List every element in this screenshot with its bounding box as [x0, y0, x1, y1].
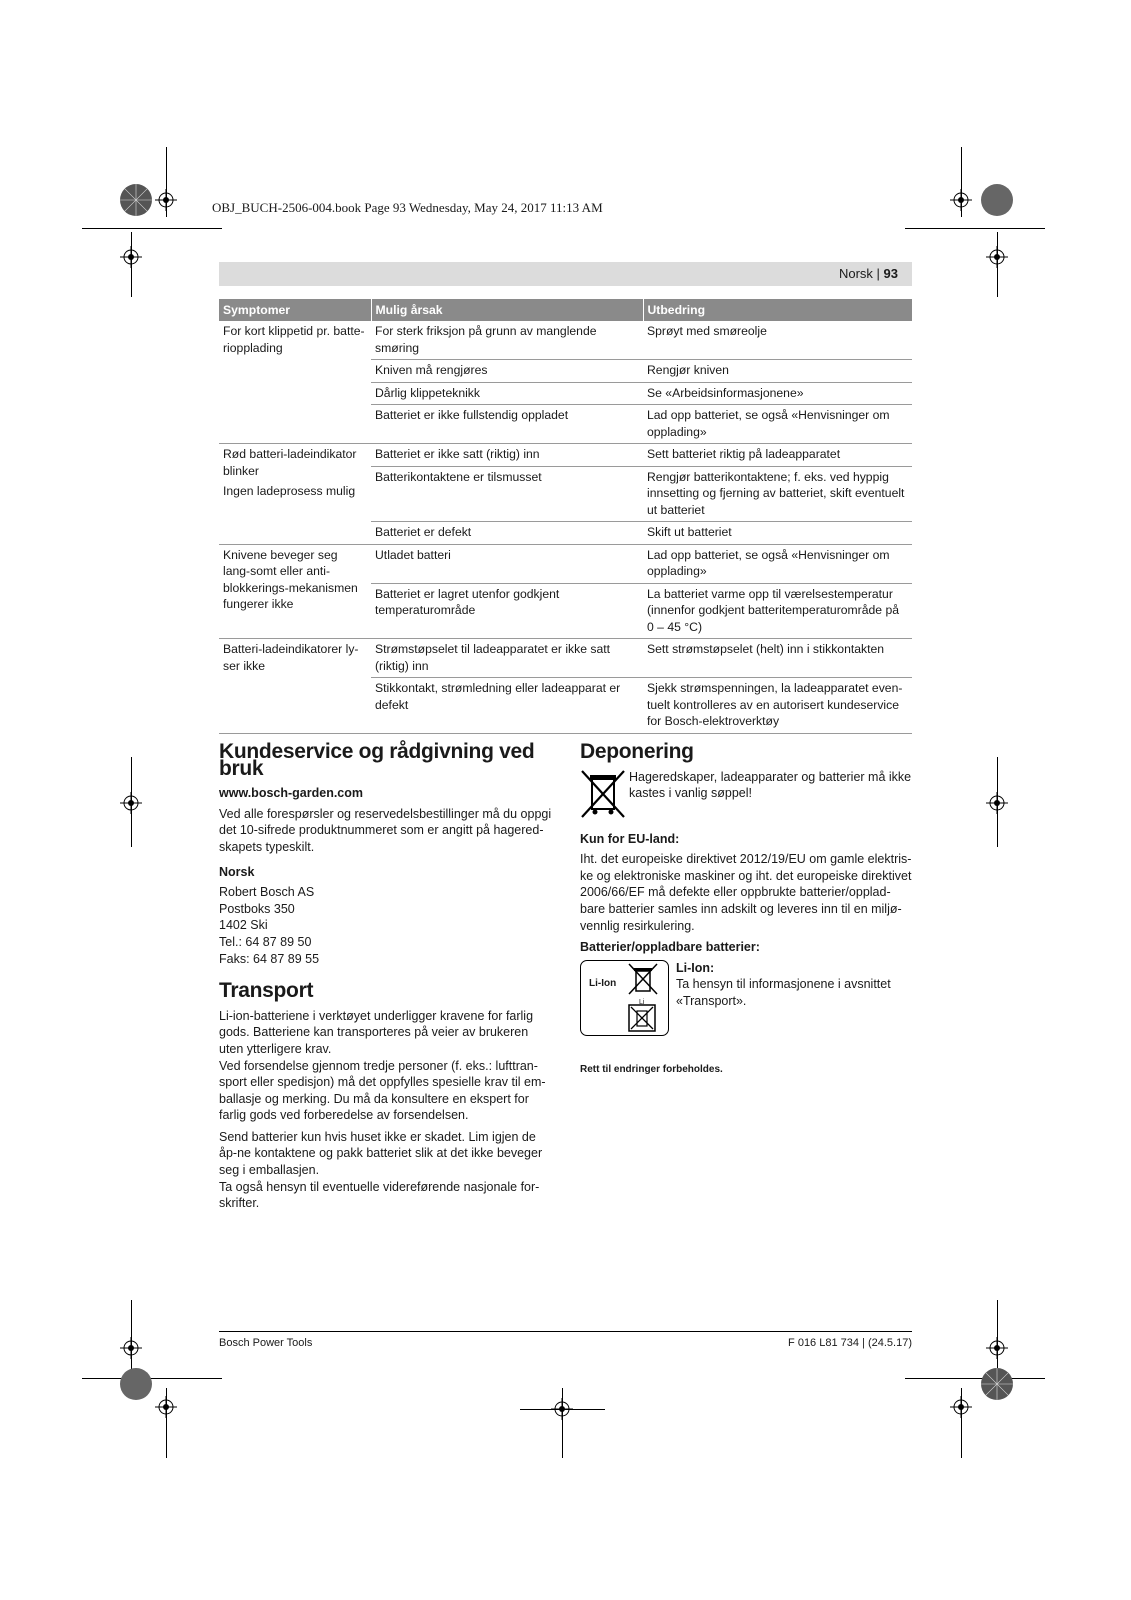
- liion-block: [580, 960, 914, 1038]
- disposal-intro-block: [580, 769, 914, 821]
- print-info-line: OBJ_BUCH-2506-004.book Page 93 Wednesday, May 24, 2017 11:13 AM: [212, 200, 603, 215]
- transport-paragraph: Ta også hensyn til eventuelle videreførende nasjonale for-skrifter.: [219, 1179, 540, 1211]
- registration-wheel-icon: [980, 1367, 1014, 1401]
- table-row: [219, 544, 912, 583]
- registration-wheel-icon: [119, 183, 153, 217]
- remedy-cell: Sett batteriet riktig på ladeapparatet: [643, 444, 912, 467]
- crosshair-icon: [155, 1396, 177, 1418]
- crossed-bin-small-icon: [628, 1004, 656, 1032]
- crosshair-icon: [120, 246, 142, 268]
- remedy-cell: Rengjør kniven: [643, 360, 912, 383]
- remedy-cell: Rengjør batterikontaktene; f. eks. ved hyppig innsetting og fjerning av batteriet, skift eventuelt ut batteriet: [643, 466, 912, 522]
- left-column: [219, 740, 554, 1212]
- eu-heading: Kun for EU-land:: [580, 831, 680, 846]
- remedy-cell: Se «Arbeidsinformasjonene»: [643, 382, 912, 405]
- symptom-cell: Batteri-ladeindikatorer ly-ser ikke: [219, 639, 371, 734]
- transport-paragraph: Ved forsendelse gjennom tredje personer (f. eks.: lufttran-sport eller spedisjon) må det oppfylles spesielle krav til em-ballasje og merking. Du må da konsultere en ekspert for farlig gods ved forberedelse av forsendelsen.: [219, 1058, 546, 1123]
- column-header: Mulig årsak: [371, 299, 643, 321]
- registration-dot-icon: [980, 183, 1014, 217]
- cause-cell: Batteriet er ikke fullstendig oppladet: [371, 405, 643, 444]
- page-header: [219, 262, 912, 286]
- fax-line: Faks: 64 87 89 55: [219, 951, 320, 966]
- liion-label: Li-Ion: [589, 977, 617, 989]
- crosshair-icon: [950, 189, 972, 211]
- cause-cell: Kniven må rengjøres: [371, 360, 643, 383]
- customer-service-intro: Ved alle forespørsler og reservedelsbestillinger må du oppgi det 10-sifrede produktnummeret som er angitt på hagered-skapets typeskilt.: [219, 806, 552, 854]
- disposal-heading: Deponering: [580, 740, 694, 763]
- address-line: Postboks 350: [219, 901, 295, 916]
- liion-symbol-box: [580, 960, 669, 1036]
- remedy-cell: Lad opp batteriet, se også «Henvisninger om opplading»: [643, 544, 912, 583]
- symptom-cell: Rød batteri-ladeindikator blinker Ingen ladeprosess mulig: [219, 444, 371, 545]
- table-header-row: [219, 299, 912, 321]
- eu-text: Iht. det europeiske direktivet 2012/19/EU om gamle elektris-ke og elektroniske maskiner og iht. det europeiske direktivet 2006/66/EF må defekte eller oppbrukte batterier/opplad-bare batterier samles inn adskilt og leveres inn til en miljø-vennlig resirkulering.: [580, 852, 912, 933]
- table-row: [219, 444, 912, 467]
- right-column: [580, 740, 914, 1078]
- liion-heading: Li-Ion:: [676, 960, 715, 975]
- cause-cell: Utladet batteri: [371, 544, 643, 583]
- crosshair-icon: [986, 246, 1008, 268]
- cause-cell: Batterikontaktene er tilsmusset: [371, 466, 643, 522]
- address-block: [219, 884, 554, 967]
- crosshair-icon: [120, 1337, 142, 1359]
- remedy-cell: La batteriet varme opp til værelsestemperatur (innenfor godkjent batteritemperaturområde på 0 – 45 °C): [643, 583, 912, 639]
- cause-cell: Batteriet er ikke satt (riktig) inn: [371, 444, 643, 467]
- remedy-cell: Sett strømstøpselet (helt) inn i stikkontakten: [643, 639, 912, 678]
- phone-line: Tel.: 64 87 89 50: [219, 934, 312, 949]
- customer-service-heading: Kundeservice og rådgivning ved bruk: [219, 740, 535, 780]
- cause-cell: Dårlig klippeteknikk: [371, 382, 643, 405]
- cause-cell: For sterk friksjon på grunn av manglende smøring: [371, 321, 643, 360]
- crosshair-icon: [986, 792, 1008, 814]
- crosshair-icon: [986, 1337, 1008, 1359]
- remedy-cell: Skift ut batteriet: [643, 522, 912, 545]
- remedy-cell: Sjekk strømspenningen, la ladeapparatet even-tuelt kontrolleres av en autorisert kundeservice for Bosch-elektroverktøy: [643, 678, 912, 734]
- column-header: Symptomer: [219, 299, 371, 321]
- page-header-text: Norsk | 93: [838, 266, 898, 281]
- crosshair-icon: [155, 189, 177, 211]
- cause-cell: Strømstøpselet til ladeapparatet er ikke satt (riktig) inn: [371, 639, 643, 678]
- remedy-cell: Sprøyt med smøreolje: [643, 321, 912, 360]
- cause-cell: Batteriet er defekt: [371, 522, 643, 545]
- symptom-cell: For kort klippetid pr. batte-riopplading: [219, 321, 371, 444]
- crosshair-icon: [551, 1398, 573, 1420]
- crosshair-icon: [120, 792, 142, 814]
- crosshair-icon: [950, 1396, 972, 1418]
- li-label: Li: [639, 998, 645, 1006]
- page-number: 93: [883, 266, 898, 281]
- crop-mark: [905, 1378, 1045, 1379]
- symptom-cell: Knivene beveger seg lang-somt eller anti-blokkerings-mekanismen fungerer ikke: [219, 544, 371, 639]
- crossed-bin-battery-icon: [628, 963, 658, 997]
- rights-reserved: Rett til endringer forbeholdes.: [580, 1063, 723, 1075]
- column-header: Utbedring: [643, 299, 912, 321]
- footer-doc-number: F 016 L81 734 | (24.5.17): [788, 1337, 912, 1349]
- crop-mark: [905, 228, 1045, 229]
- crossed-out-bin-icon: [580, 769, 626, 821]
- table-row: [219, 321, 912, 360]
- cause-cell: Batteriet er lagret utenfor godkjent temperaturområde: [371, 583, 643, 639]
- footer-brand: Bosch Power Tools: [219, 1337, 313, 1349]
- address-line: 1402 Ski: [219, 918, 268, 933]
- liion-text-block: [676, 960, 914, 1010]
- footer-divider: [219, 1331, 912, 1332]
- battery-heading: Batterier/oppladbare batterier:: [580, 940, 760, 955]
- address-line: Robert Bosch AS: [219, 885, 315, 900]
- troubleshooting-table: [219, 299, 912, 734]
- transport-paragraph: Li-ion-batteriene i verktøyet underligger kravene for farlig gods. Batteriene kan transporteres på veier av brukeren uten ytterligere krav.: [219, 1008, 534, 1056]
- country-heading: Norsk: [219, 864, 255, 879]
- disposal-intro: Hageredskaper, ladeapparater og batterier må ikke kastes i vanlig søppel!: [629, 769, 912, 801]
- transport-heading: Transport: [219, 979, 314, 1003]
- table-row: [219, 639, 912, 678]
- cause-cell: Stikkontakt, strømledning eller ladeapparat er defekt: [371, 678, 643, 734]
- liion-text: Ta hensyn til informasjonene i avsnittet «Transport».: [676, 977, 891, 1008]
- header-language: Norsk: [838, 266, 873, 281]
- crop-mark: [82, 228, 222, 229]
- registration-dot-icon: [119, 1367, 153, 1401]
- remedy-cell: Lad opp batteriet, se også «Henvisninger om opplading»: [643, 405, 912, 444]
- transport-paragraph: Send batterier kun hvis huset ikke er skadet. Lim igjen de åp-ne kontaktene og pakk batteriet slik at det ikke beveger seg i emballasjen.: [219, 1129, 543, 1178]
- website-link[interactable]: www.bosch-garden.com: [219, 786, 364, 801]
